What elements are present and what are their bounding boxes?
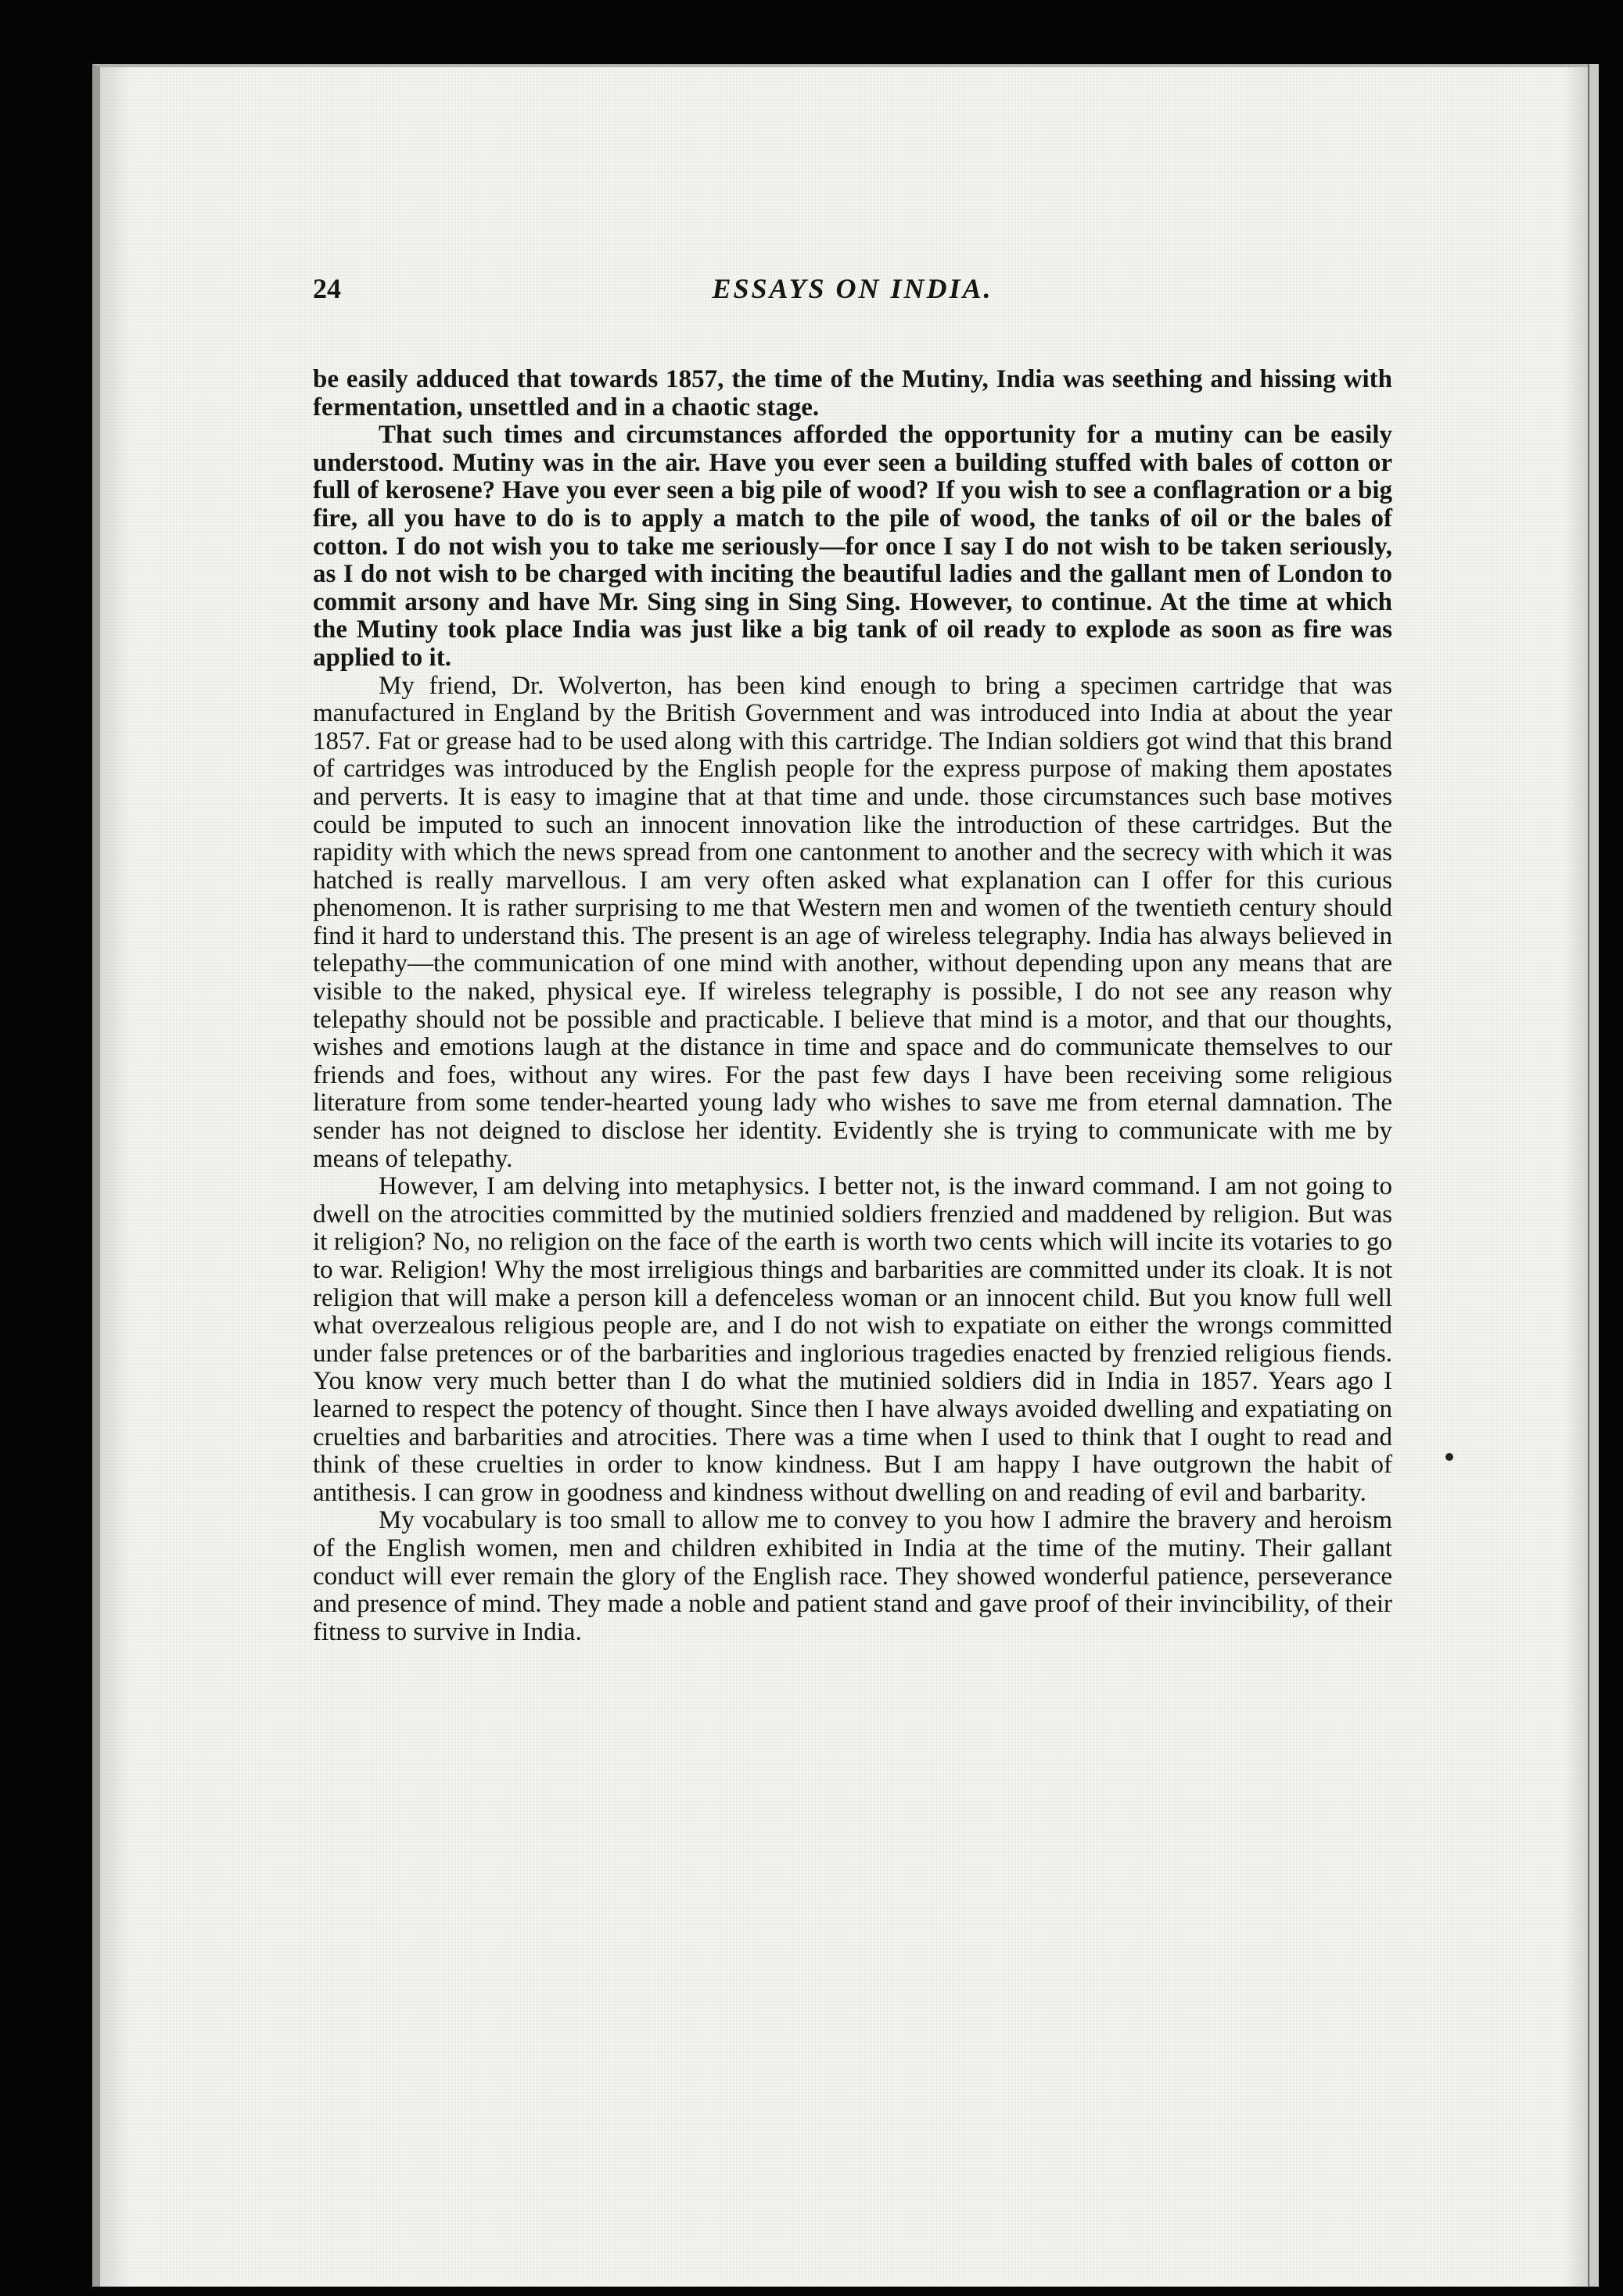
paragraph: be easily adduced that towards 1857, the time of the Mutiny, India was seething and hissing with fermentation, unsettled and in a chaotic stage. bbox=[313, 365, 1392, 422]
body-text bbox=[313, 366, 1392, 1646]
paragraph: My friend, Dr. Wolverton, has been kind enough to bring a specimen cartridge that was manufactured in England by the British Government and was introduced into India at about the year 1857. Fat or grease had to be used along with this cartridge. The Indian soldiers got wind that this brand of cartridges was introduced by the English people for the express purpose of making them apostates and perverts. It is easy to imagine that at that time and unde. those circumstances such base motives could be imputed to such an innocent innovation like the introduction of these cartridges. But the rapidity with which the news spread from one cantonment to another and the secrecy with which it was hatched is really marvellous. I am very often asked what explanation can I offer for this curious phenomenon. It is rather surprising to me that Western men and women of the twentieth century should find it hard to understand this. The present is an age of wireless telegraphy. India has always believed in telepathy—the communication of one mind with another, without depending upon any means that are visible to the naked, physical eye. If wireless telegraphy is possible, I do not see any reason why telepathy should not be possible and practicable. I believe that mind is a motor, and that our thoughts, wishes and emotions laugh at the distance in time and space and do communicate themselves to our friends and foes, without any wires. For the past few days I have been receiving some religious literature from some tender-hearted young lady who wishes to save me from eternal damnation. The sender has not deigned to disclose her identity. Evidently she is trying to communicate with me by means of telepathy. bbox=[313, 671, 1392, 1173]
book-page bbox=[313, 272, 1392, 1646]
page-title: ESSAYS ON INDIA. bbox=[712, 273, 993, 304]
paragraph: However, I am delving into metaphysics. I better not, is the inward command. I am not going to dwell on the atrocities committed by the mutinied soldiers frenzied and maddened by religion. But was it religion? No, no religion on the face of the earth is worth two cents which will incite its votaries to go to war. Religion! Why the most irreligious things and barbarities are committed under its cloak. It is not religion that will make a person kill a defenceless woman or an innocent child. But you know full well what overzealous religious people are, and I do not wish to expatiate on either the wrongs committed under false pretences or of the barbarities and inglorious tragedies enacted by frenzied religious fiends. You know very much better than I do what the mutinied soldiers did in India in 1857. Years ago I learned to respect the potency of thought. Since then I have always avoided dwelling and expatiating on cruelties and barbarities and atrocities. There was a time when I used to think that I ought to read and think of these cruelties in order to know kindness. But I am happy I have outgrown the habit of antithesis. I can grow in goodness and kindness without dwelling on and reading of evil and barbarity. bbox=[313, 1172, 1392, 1507]
page-number: 24 bbox=[313, 273, 341, 304]
paragraph: My vocabulary is too small to allow me to convey to you how I admire the bravery and heroism of the English women, men and children exhibited in India at the time of the mutiny. Their gallant conduct will ever remain the glory of the English race. They showed wonderful patience, perseverance and presence of mind. They made a noble and patient stand and gave proof of their invincibility, of their fitness to survive in India. bbox=[313, 1506, 1392, 1646]
paragraph: That such times and circumstances afforded the opportunity for a mutiny can be easily understood. Mutiny was in the air. Have you ever seen a building stuffed with bales of cotton or full of kerosene? Have you ever seen a big pile of wood? If you wish to see a conflagration or a big fire, all you have to do is to apply a match to the pile of wood, the tanks of oil or the bales of cotton. I do not wish you to take me seriously—for once I say I do not wish to be taken seriously, as I do not wish to be charged with inciting the beautiful ladies and the gallant men of London to commit arsony and have Mr. Sing sing in Sing Sing. However, to continue. At the time at which the Mutiny took place India was just like a big tank of oil ready to explode as soon as fire was applied to it. bbox=[313, 421, 1392, 672]
running-head bbox=[313, 272, 1392, 310]
ink-speck bbox=[1445, 1453, 1453, 1461]
page-edge bbox=[1588, 64, 1599, 2287]
